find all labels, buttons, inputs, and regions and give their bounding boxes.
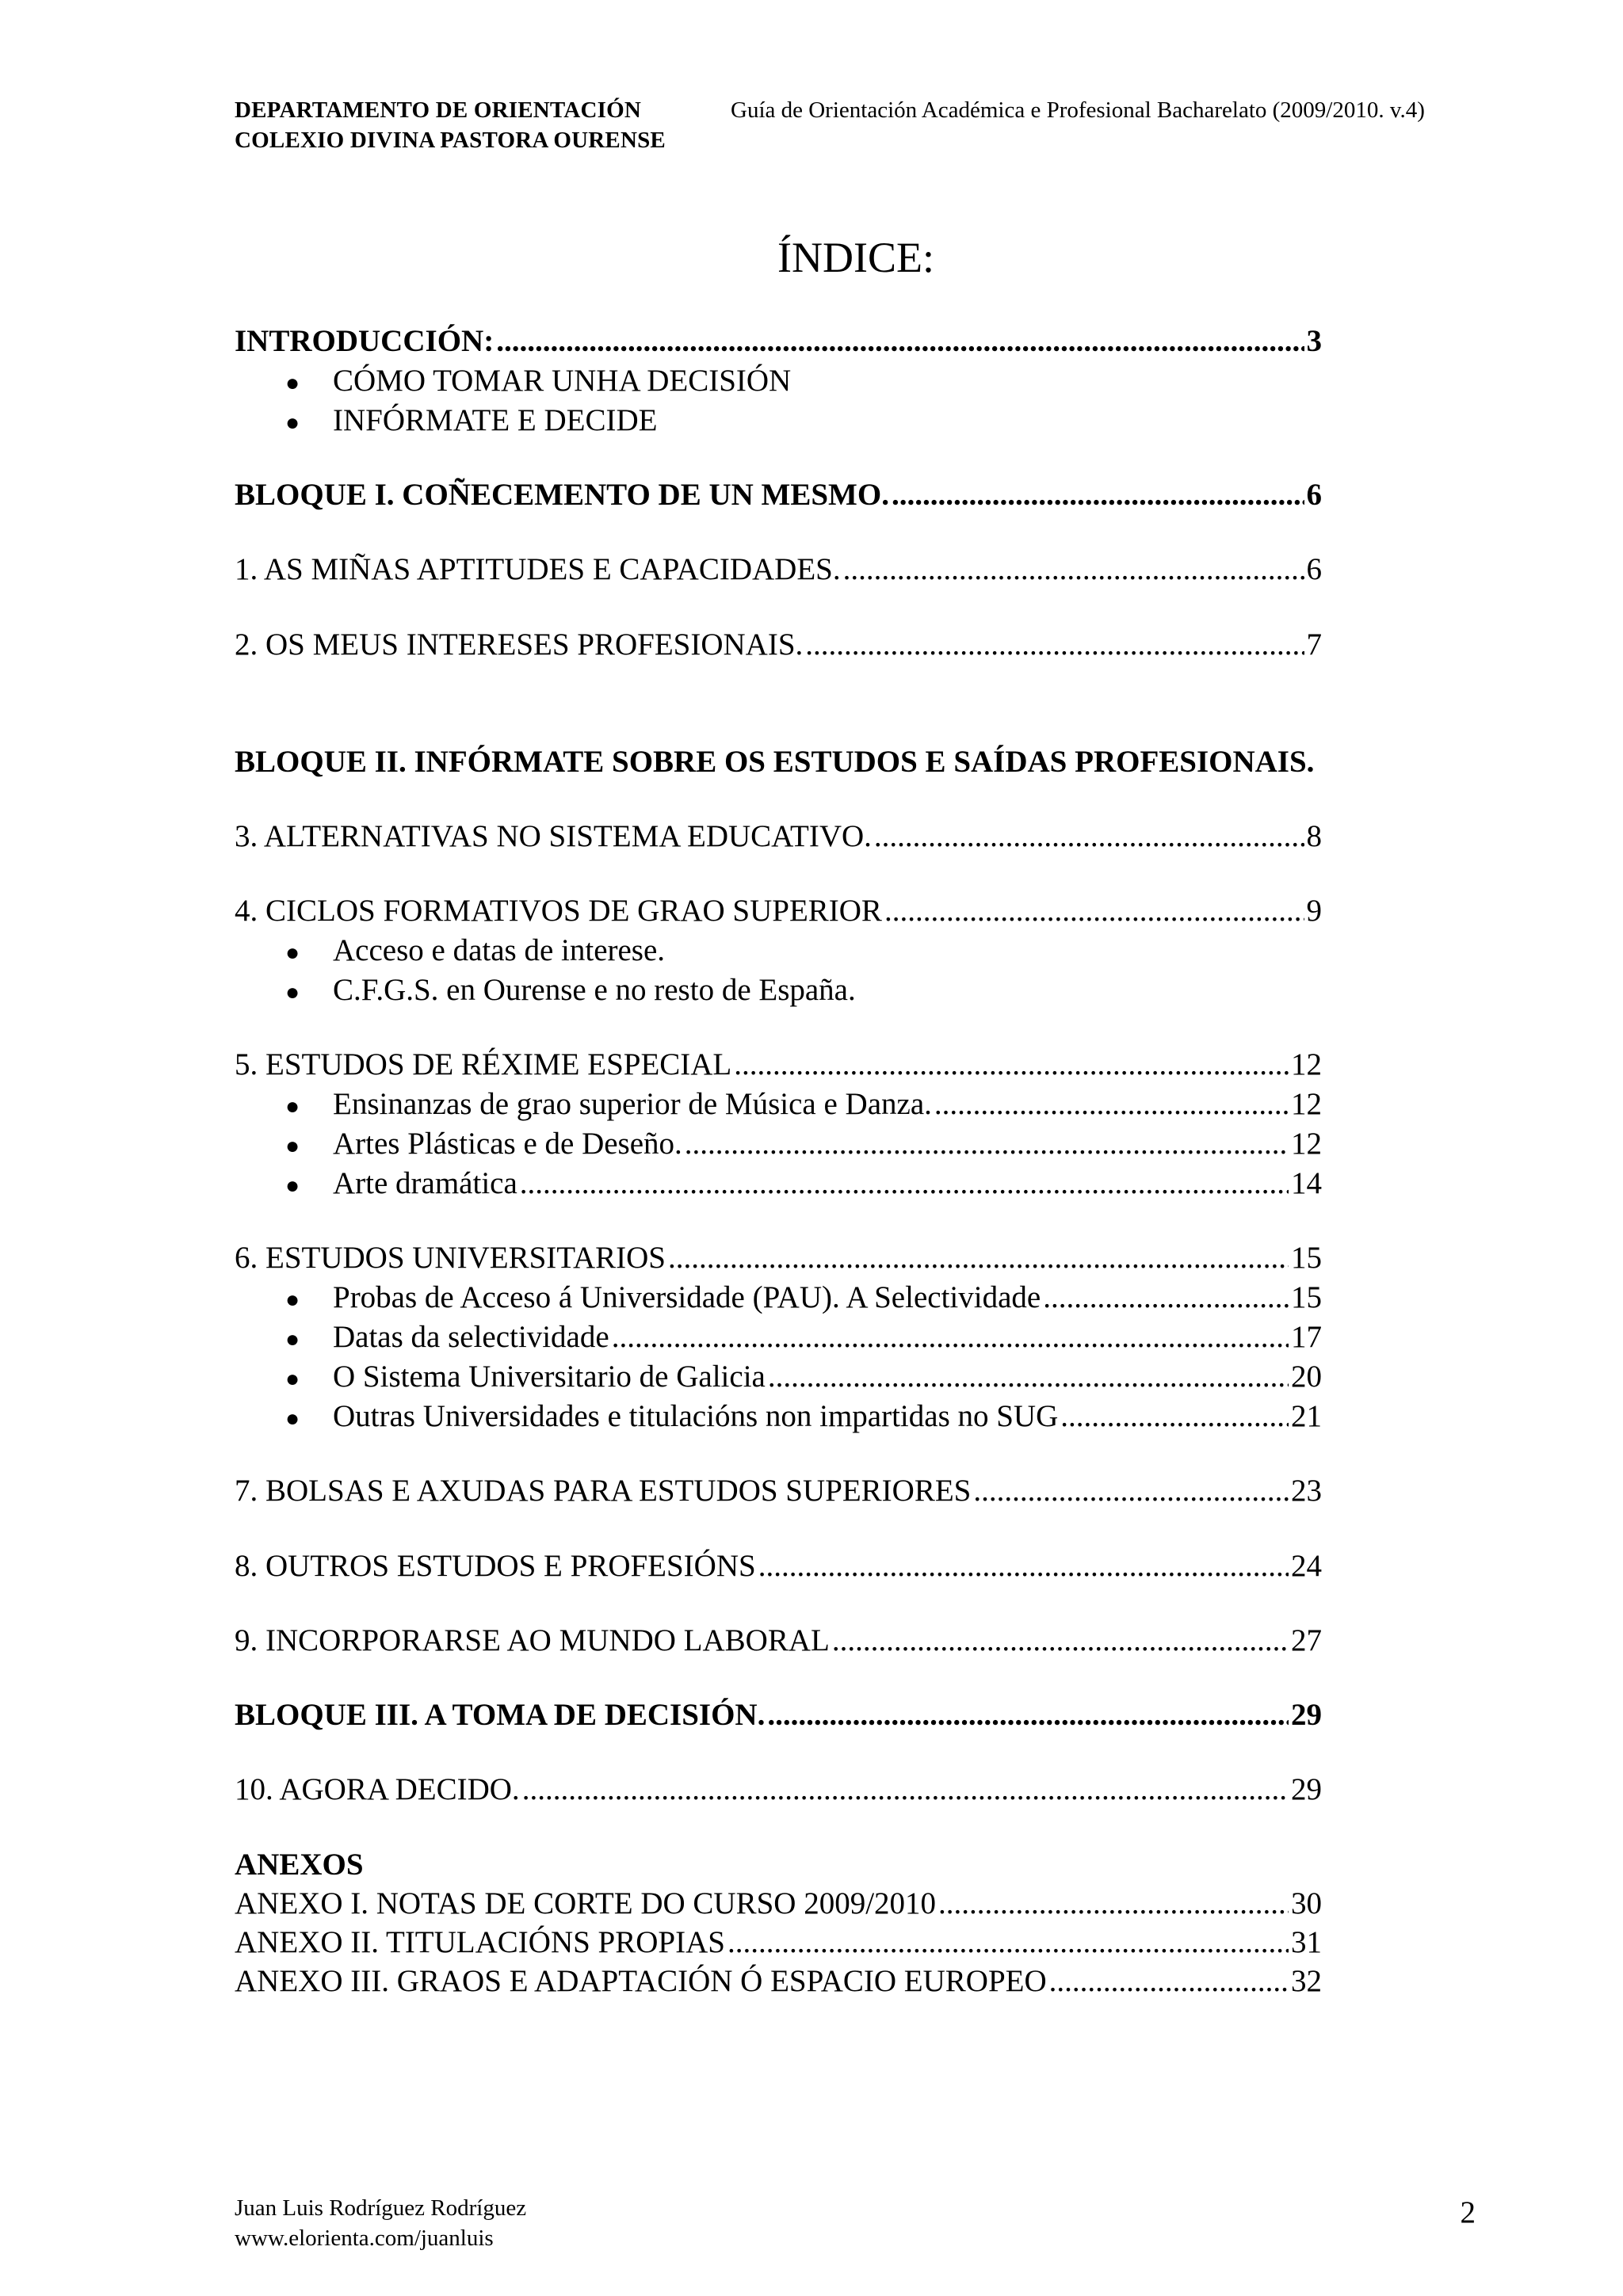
toc-subitem-label: Probas de Acceso á Universidade (PAU). A Selectividade	[333, 1280, 1041, 1314]
toc-entry-label: 1. AS MIÑAS APTITUDES E CAPACIDADES.	[235, 552, 841, 586]
toc-entry-label: ANEXO II. TITULACIÓNS PROPIAS	[235, 1925, 725, 1959]
bullet-icon: ●	[285, 1405, 300, 1432]
toc-page-number: 20	[1291, 1360, 1322, 1394]
dot-leader	[668, 1238, 1289, 1278]
dot-leader	[934, 1085, 1289, 1124]
toc-subitem-label: Arte dramática	[333, 1166, 517, 1200]
toc-subitem-acceso[interactable]	[285, 931, 1322, 971]
toc-entry-label: BLOQUE III. A TOMA DE DECISIÓN.	[235, 1698, 766, 1732]
header-school: COLEXIO DIVINA PASTORA OURENSE	[235, 128, 666, 153]
toc-entry-label: 5. ESTUDOS DE RÉXIME ESPECIAL	[235, 1047, 732, 1081]
toc-entry-label: ANEXO III. GRAOS E ADAPTACIÓN Ó ESPACIO EUROPEO	[235, 1964, 1047, 1998]
toc-page-number: 6	[1306, 552, 1322, 586]
dot-leader	[520, 1164, 1289, 1203]
toc-entry-label: 9. INCORPORARSE AO MUNDO LABORAL	[235, 1623, 830, 1657]
toc-entry-label: 7. BOLSAS E AXUDAS PARA ESTUDOS SUPERIORES	[235, 1474, 972, 1508]
toc-subitem-label: Datas da selectividade	[333, 1320, 609, 1354]
toc-subitem-musica-danza[interactable]	[285, 1085, 1322, 1124]
toc-page-number: 7	[1306, 627, 1322, 662]
toc-entry-section-5[interactable]	[235, 1045, 1322, 1085]
toc-subitem-label: CÓMO TOMAR UNHA DECISIÓN	[333, 364, 792, 398]
toc-page-number: 12	[1291, 1087, 1322, 1121]
toc-page-number: 14	[1291, 1166, 1322, 1200]
toc-subitem-outras-universidades[interactable]	[285, 1397, 1322, 1436]
dot-leader	[843, 550, 1304, 589]
toc-page-number: 15	[1291, 1280, 1322, 1314]
bullet-icon: ●	[285, 940, 300, 966]
toc-page-number: 6	[1306, 478, 1322, 512]
header-organization	[235, 95, 666, 155]
toc-entry-section-2[interactable]	[235, 625, 1322, 665]
toc-subitem-informate[interactable]	[285, 401, 1322, 441]
toc-entry-bloque-1[interactable]	[235, 475, 1322, 515]
toc-heading-anexos: ANEXOS	[235, 1848, 364, 1882]
dot-leader	[805, 625, 1304, 665]
toc-entry-anexo-3[interactable]	[235, 1962, 1322, 2001]
toc-entry-section-9[interactable]	[235, 1621, 1322, 1661]
toc-subitem-pau[interactable]	[285, 1278, 1322, 1318]
bullet-icon: ●	[285, 1326, 300, 1352]
dot-leader	[938, 1884, 1289, 1924]
toc-subitem-sug[interactable]	[285, 1357, 1322, 1397]
toc-entry-label: 4. CICLOS FORMATIVOS DE GRAO SUPERIOR	[235, 894, 882, 928]
bullet-icon: ●	[285, 410, 300, 436]
bullet-icon: ●	[285, 370, 300, 396]
toc-page-number: 29	[1291, 1772, 1322, 1806]
dot-leader	[767, 1695, 1289, 1735]
toc-entry-label: INTRODUCCIÓN:	[235, 324, 495, 358]
toc-entry-section-3[interactable]	[235, 817, 1322, 856]
bullet-icon: ●	[285, 1287, 300, 1313]
dot-leader	[1043, 1278, 1289, 1318]
dot-leader	[612, 1318, 1289, 1357]
bullet-icon: ●	[285, 1366, 300, 1392]
toc-page-number: 12	[1291, 1127, 1322, 1161]
toc-page-number: 23	[1291, 1474, 1322, 1508]
page-number: 2	[1460, 2195, 1476, 2229]
toc-subitem-artes-plasticas[interactable]	[285, 1124, 1322, 1164]
dot-leader	[884, 891, 1304, 931]
toc-page-number: 12	[1291, 1047, 1322, 1081]
dot-leader	[768, 1357, 1289, 1397]
dot-leader	[522, 1770, 1289, 1810]
toc-entry-section-7[interactable]	[235, 1471, 1322, 1511]
toc-entry-section-6[interactable]	[235, 1238, 1322, 1278]
toc-entry-section-8[interactable]	[235, 1547, 1322, 1586]
toc-page-number: 32	[1291, 1964, 1322, 1998]
toc-entry-section-1[interactable]	[235, 550, 1322, 589]
toc-page-number: 24	[1291, 1549, 1322, 1583]
toc-page-number: 30	[1291, 1886, 1322, 1920]
toc-entry-label: 6. ESTUDOS UNIVERSITARIOS	[235, 1241, 666, 1275]
header-document-title: Guía de Orientación Académica e Profesional Bacharelato (2009/2010. v.4)	[731, 97, 1425, 123]
footer	[235, 2193, 526, 2253]
footer-author: Juan Luis Rodríguez Rodríguez	[235, 2195, 527, 2221]
page-title: ÍNDICE:	[777, 234, 934, 281]
dot-leader	[874, 817, 1304, 856]
bullet-icon: ●	[285, 1093, 300, 1119]
dot-leader	[685, 1124, 1289, 1164]
toc-subitem-datas-selectividade[interactable]	[285, 1318, 1322, 1357]
toc-entry-introduccion[interactable]	[235, 322, 1322, 361]
toc-entry-label: BLOQUE I. COÑECEMENTO DE UN MESMO.	[235, 478, 889, 512]
dot-leader	[1060, 1397, 1289, 1436]
toc-subitem-cfgs[interactable]	[285, 971, 1322, 1010]
toc-subitem-label: INFÓRMATE E DECIDE	[333, 403, 658, 437]
toc-entry-section-10[interactable]	[235, 1770, 1322, 1810]
toc-page-number: 15	[1291, 1241, 1322, 1275]
toc-entry-bloque-2[interactable]: BLOQUE II. INFÓRMATE SOBRE OS ESTUDOS E SAÍDAS PROFESIONAIS.	[235, 745, 1315, 779]
toc-page-number: 31	[1291, 1925, 1322, 1959]
toc-subitem-label: Ensinanzas de grao superior de Música e Danza.	[333, 1087, 932, 1121]
dot-leader	[892, 475, 1304, 515]
toc-page-number: 17	[1291, 1320, 1322, 1354]
toc-subitem-label: O Sistema Universitario de Galicia	[333, 1360, 766, 1394]
dot-leader	[1049, 1962, 1289, 2001]
toc-subitem-como-tomar[interactable]	[285, 361, 1322, 401]
dot-leader	[973, 1471, 1289, 1511]
dot-leader	[758, 1547, 1289, 1586]
toc-subitem-label: Outras Universidades e titulacións non impartidas no SUG	[333, 1399, 1059, 1433]
toc-entry-anexo-2[interactable]	[235, 1923, 1322, 1962]
toc-entry-anexo-1[interactable]	[235, 1884, 1322, 1924]
toc-subitem-arte-dramatica[interactable]	[285, 1164, 1322, 1203]
toc-entry-section-4[interactable]	[235, 891, 1322, 931]
footer-website[interactable]: www.elorienta.com/juanluis	[235, 2225, 494, 2251]
bullet-icon: ●	[285, 1133, 300, 1159]
toc-page-number: 29	[1291, 1698, 1322, 1732]
dot-leader	[832, 1621, 1289, 1661]
toc-subitem-label: Artes Plásticas e de Deseño.	[333, 1127, 682, 1161]
toc-entry-label: ANEXO I. NOTAS DE CORTE DO CURSO 2009/2010	[235, 1886, 937, 1920]
dot-leader	[734, 1045, 1289, 1085]
toc-subitem-label: Acceso e datas de interese.	[333, 933, 666, 967]
toc-entry-label: 3. ALTERNATIVAS NO SISTEMA EDUCATIVO.	[235, 819, 872, 853]
header-department: DEPARTAMENTO DE ORIENTACIÓN	[235, 97, 641, 123]
toc-entry-label: 8. OUTROS ESTUDOS E PROFESIÓNS	[235, 1549, 756, 1583]
toc-entry-label: 10. AGORA DECIDO.	[235, 1772, 520, 1806]
dot-leader	[727, 1923, 1289, 1962]
bullet-icon: ●	[285, 979, 300, 1005]
toc-page-number: 8	[1306, 819, 1322, 853]
toc-entry-label: 2. OS MEUS INTERESES PROFESIONAIS.	[235, 627, 804, 662]
toc-entry-bloque-3[interactable]	[235, 1695, 1322, 1735]
toc-page-number: 3	[1306, 324, 1322, 358]
bullet-icon: ●	[285, 1173, 300, 1199]
toc-page-number: 9	[1306, 894, 1322, 928]
toc-page-number: 21	[1291, 1399, 1322, 1433]
dot-leader	[496, 322, 1304, 361]
toc-subitem-label: C.F.G.S. en Ourense e no resto de España.	[333, 973, 856, 1007]
toc-page-number: 27	[1291, 1623, 1322, 1657]
